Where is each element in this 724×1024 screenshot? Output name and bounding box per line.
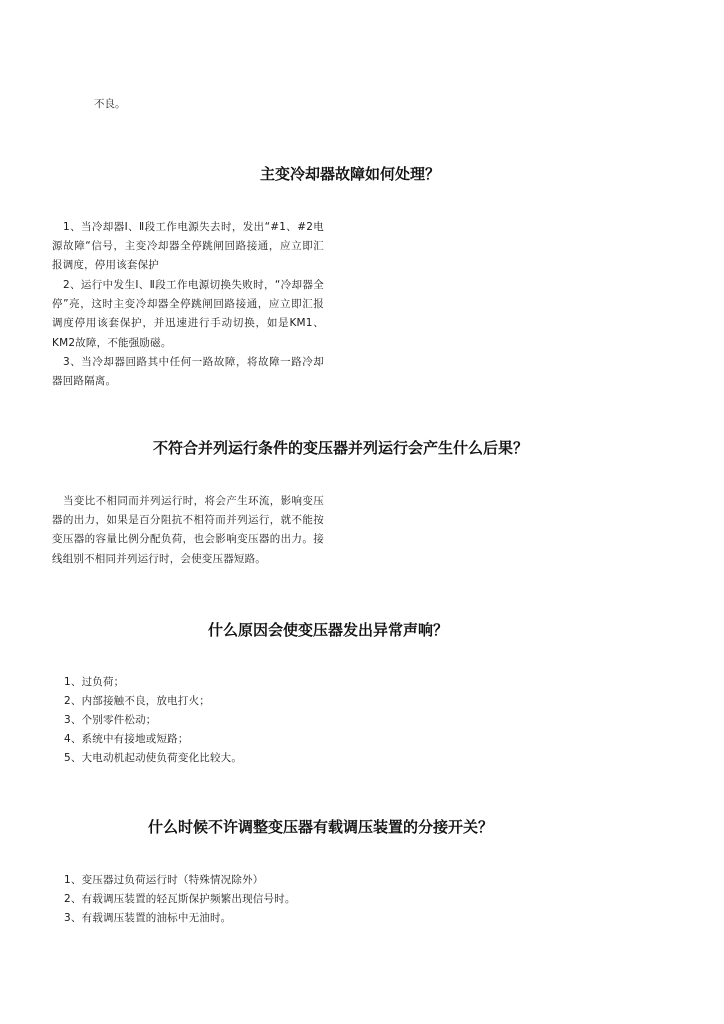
continued-text-fragment: 不良。 [94,98,126,110]
section-heading-abnormal-noise: 什么原因会使变压器发出异常声响？ [208,621,449,639]
section-heading-parallel-operation: 不符合并列运行条件的变压器并列运行会产生什么后果？ [153,439,529,457]
paragraph-cooler-fault-3: 3、当冷却器回路其中任何一路故障，将故障一路冷却器回路隔离。 [52,356,324,388]
list-item: 3、有载调压装置的油标中无油时。 [64,912,232,924]
paragraph-cooler-fault-2: 2、运行中发生Ⅰ、Ⅱ段工作电源切换失败时，“冷却器全停”亮，这时主变冷却器全停跳闸回路接通，应立即汇报调度停用该套保护，并迅速进行手动切换，如是KM1、KM2故障，不能强励磁。 [52,279,324,349]
list-item: 2、内部接触不良，放电打火； [64,695,210,707]
list-item: 2、有载调压装置的轻瓦斯保护频繁出现信号时。 [64,893,296,905]
tap-changer-list [64,871,296,928]
section-heading-tap-changer: 什么时候不许调整变压器有载调压装置的分接开关？ [148,818,494,836]
list-item: 3、个别零件松动； [64,714,157,726]
list-item: 1、过负荷； [64,676,125,688]
list-item: 4、系统中有接地或短路； [64,733,189,745]
paragraph-parallel-operation: 当变比不相同而并列运行时，将会产生环流，影响变压器的出力，如果是百分阻抗不相符而并列运行，就不能按变压器的容量比例分配负荷，也会影响变压器的出力。接线组别不相同并列运行时，会使变压器短路。 [52,495,324,565]
list-item: 5、大电动机起动使负荷变化比较大。 [64,752,243,764]
abnormal-noise-list [64,673,242,768]
section-heading-cooler-fault: 主变冷却器故障如何处理？ [260,165,441,183]
paragraph-cooler-fault-1: 1、当冷却器Ⅰ、Ⅱ段工作电源失去时，发出“#1、#2电源故障“信号，主变冷却器全停跳闸回路接通，应立即汇报调度，停用该套保护 [52,221,324,272]
list-item: 1、变压器过负荷运行时（特殊情况除外） [64,874,264,886]
